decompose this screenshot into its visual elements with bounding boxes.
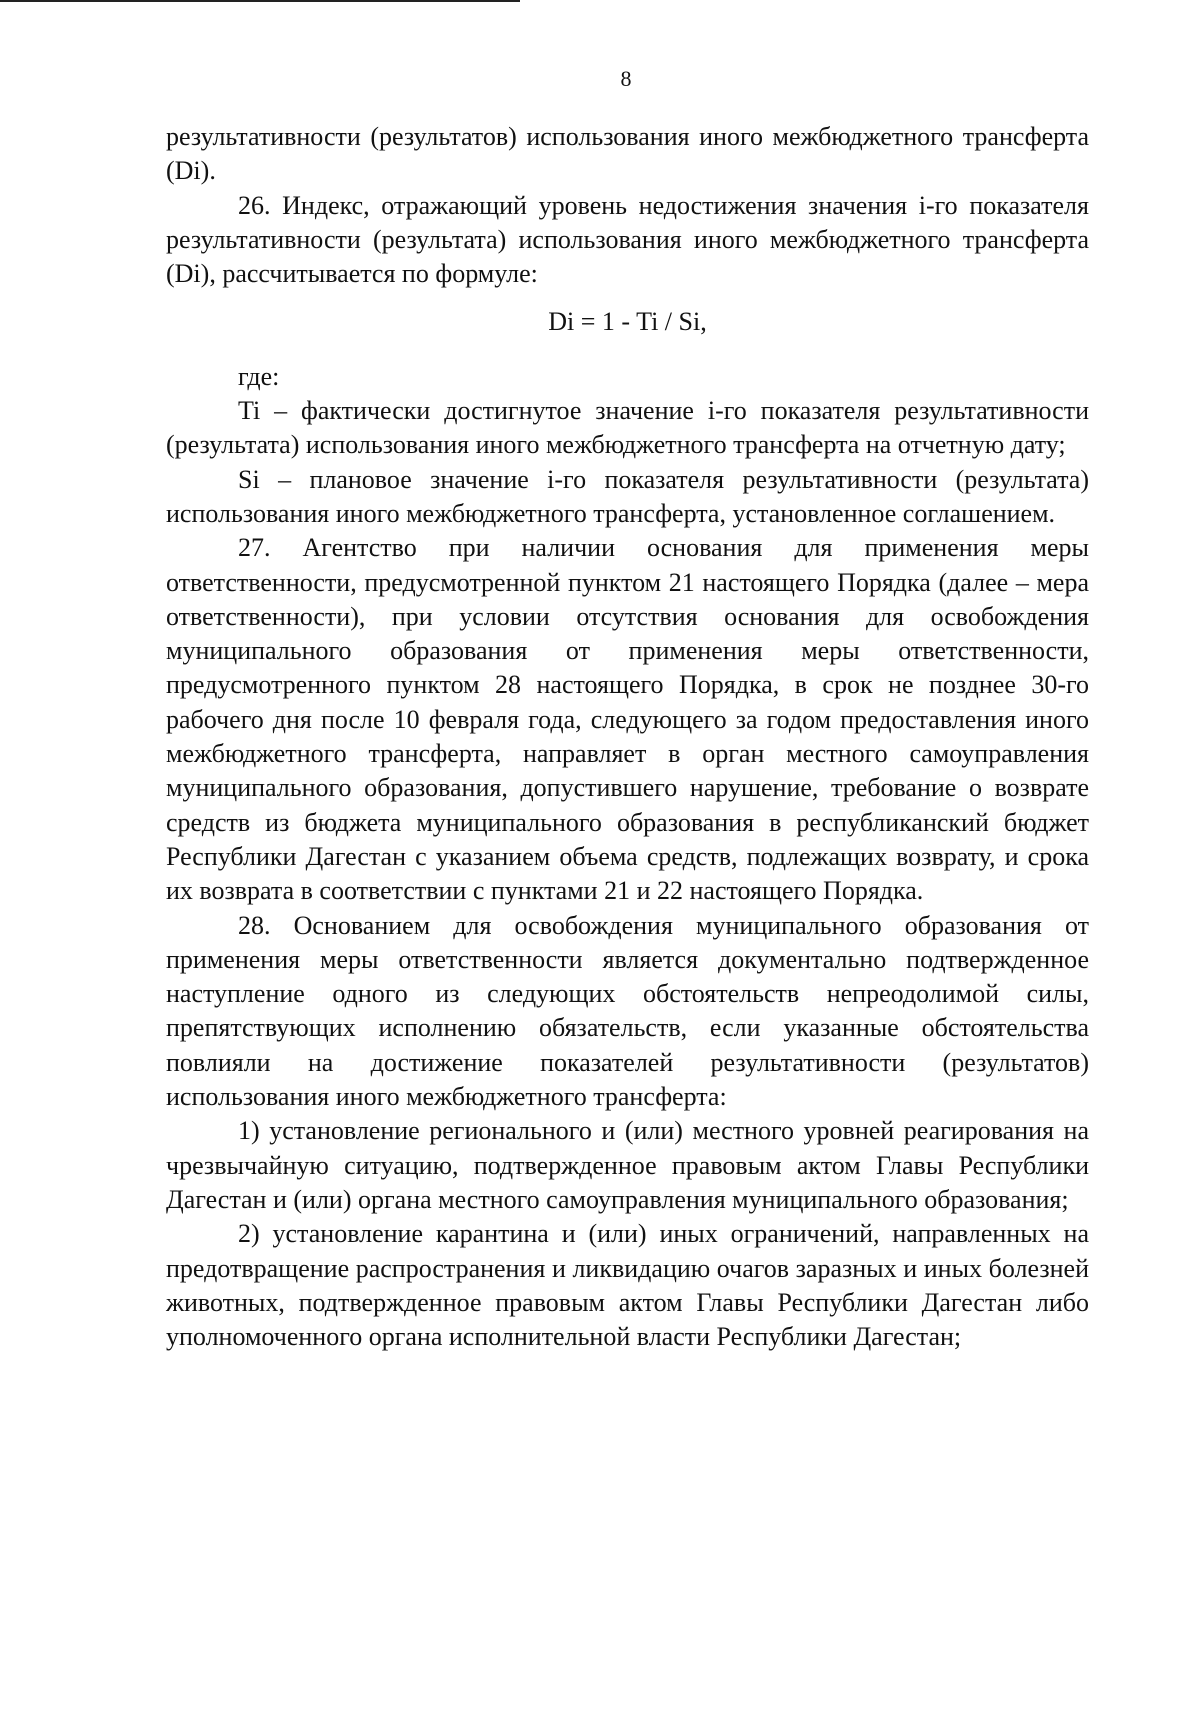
formula: Di = 1 - Ti / Si, xyxy=(548,307,707,337)
definition-si: Si – плановое значение i-го показателя результативности (результата) использования иного межбюджетного трансферта, установленное соглашением. xyxy=(166,464,1089,528)
paragraph-27: 27. Агентство при наличии основания для применения меры ответственности, предусмотренной пунктом 21 настоящего Порядка (далее – мера ответственности), при условии отсутствия основания для освобождения муниципального образования от применения меры ответственности, предусмотренного пунктом 28 настоящего Порядка, в срок не позднее 30-го рабочего дня после 10 февраля года, следующего за годом предоставления иного межбюджетного трансферта, направляет в орган местного самоуправления муниципального образования, допустившего нарушение, требование о возврате средств из бюджета муниципального образования в республиканский бюджет Республики Дагестан с указанием объема средств, подлежащих возврату, и срока их возврата в соответствии с пунктами 21 и 22 настоящего Порядка. xyxy=(166,533,1089,906)
definition-ti: Ti – фактически достигнутое значение i-го показателя результативности (результата) использования иного межбюджетного трансферта на отчетную дату; xyxy=(166,396,1089,460)
page-number: 8 xyxy=(620,66,632,91)
paragraph-26: 26. Индекс, отражающий уровень недостижения значения i-го показателя результативности (результата) использования иного межбюджетного трансферта (Di), рассчитывается по формуле: xyxy=(166,190,1089,289)
paragraph-28: 28. Основанием для освобождения муниципального образования от применения меры ответственности является документально подтвержденное наступление одного из следующих обстоятельств непреодолимой силы, препятствующих исполнению обязательств, если указанные обстоятельства повлияли на достижение показателей результативности (результатов) использования иного межбюджетного трансферта: xyxy=(166,910,1089,1112)
list-item-2: 2) установление карантина и (или) иных ограничений, направленных на предотвращение распространения и ликвидацию очагов заразных и иных болезней животных, подтвержденное правовым актом Главы Республики Дагестан либо уполномоченного органа исполнительной власти Республики Дагестан; xyxy=(166,1219,1089,1352)
where-label: где: xyxy=(238,361,280,391)
document-body xyxy=(166,120,1089,1354)
paragraph-continuation: результативности (результатов) использования иного межбюджетного трансферта (Di). xyxy=(166,122,1089,186)
top-border-line xyxy=(0,0,520,2)
list-item-1: 1) установление регионального и (или) местного уровней реагирования на чрезвычайную ситуацию, подтвержденное правовым актом Главы Республики Дагестан и (или) органа местного самоуправления муниципального образования; xyxy=(166,1116,1089,1214)
